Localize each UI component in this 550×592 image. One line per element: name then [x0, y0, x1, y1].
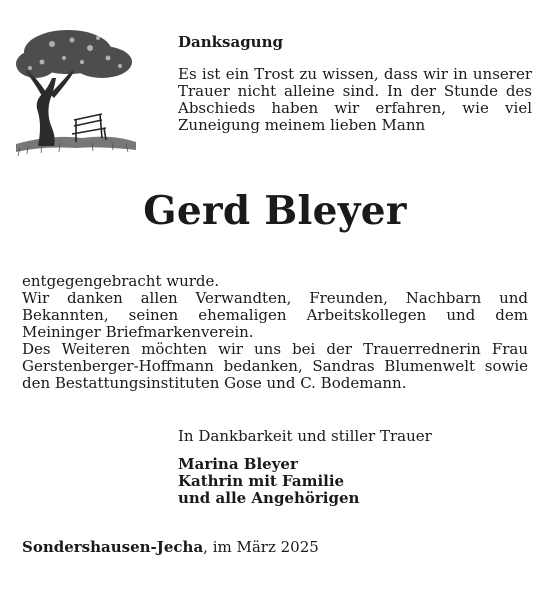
closing-line: In Dankbarkeit und stiller Trauer: [178, 427, 432, 445]
tree-with-bench-icon: [12, 22, 140, 160]
signer: Kathrin mit Familie: [178, 472, 345, 490]
date: , im März 2025: [203, 538, 319, 556]
body-text: [22, 273, 528, 392]
deceased-name: Gerd Bleyer: [143, 188, 407, 234]
intro-line: In der Stunde des Abschieds haben wir erfahren, wie viel Zuneigung meinem lieben Mann: [178, 82, 532, 134]
body-paragraph: entgegengebracht wurde.: [22, 272, 220, 290]
body-paragraph: Des Weiteren möchten wir uns bei der Trauerrednerin Frau Gerstenberger-Hoffmann bedanken, Sandras Blumenwelt sowie den Bestattungsinstituten Gose und C. Bodemann.: [22, 340, 528, 392]
heading-danksagung: Danksagung: [178, 33, 283, 51]
body-paragraph: Wir danken allen Verwandten, Freunden, Nachbarn und Bekannten, seinen ehemaligen Arbeitskollegen und dem Meininger Briefmarkenverein.: [22, 289, 528, 341]
signer: Marina Bleyer: [178, 455, 298, 473]
intro-text: [178, 66, 532, 134]
place-date: [22, 538, 319, 556]
intro-line: Es ist ein Trost zu wissen, dass wir in unserer Trauer nicht alleine sind.: [178, 65, 532, 100]
signer: und alle Angehörigen: [178, 489, 360, 507]
place: Sondershausen-Jecha: [22, 538, 204, 556]
signers-list: [178, 456, 359, 507]
